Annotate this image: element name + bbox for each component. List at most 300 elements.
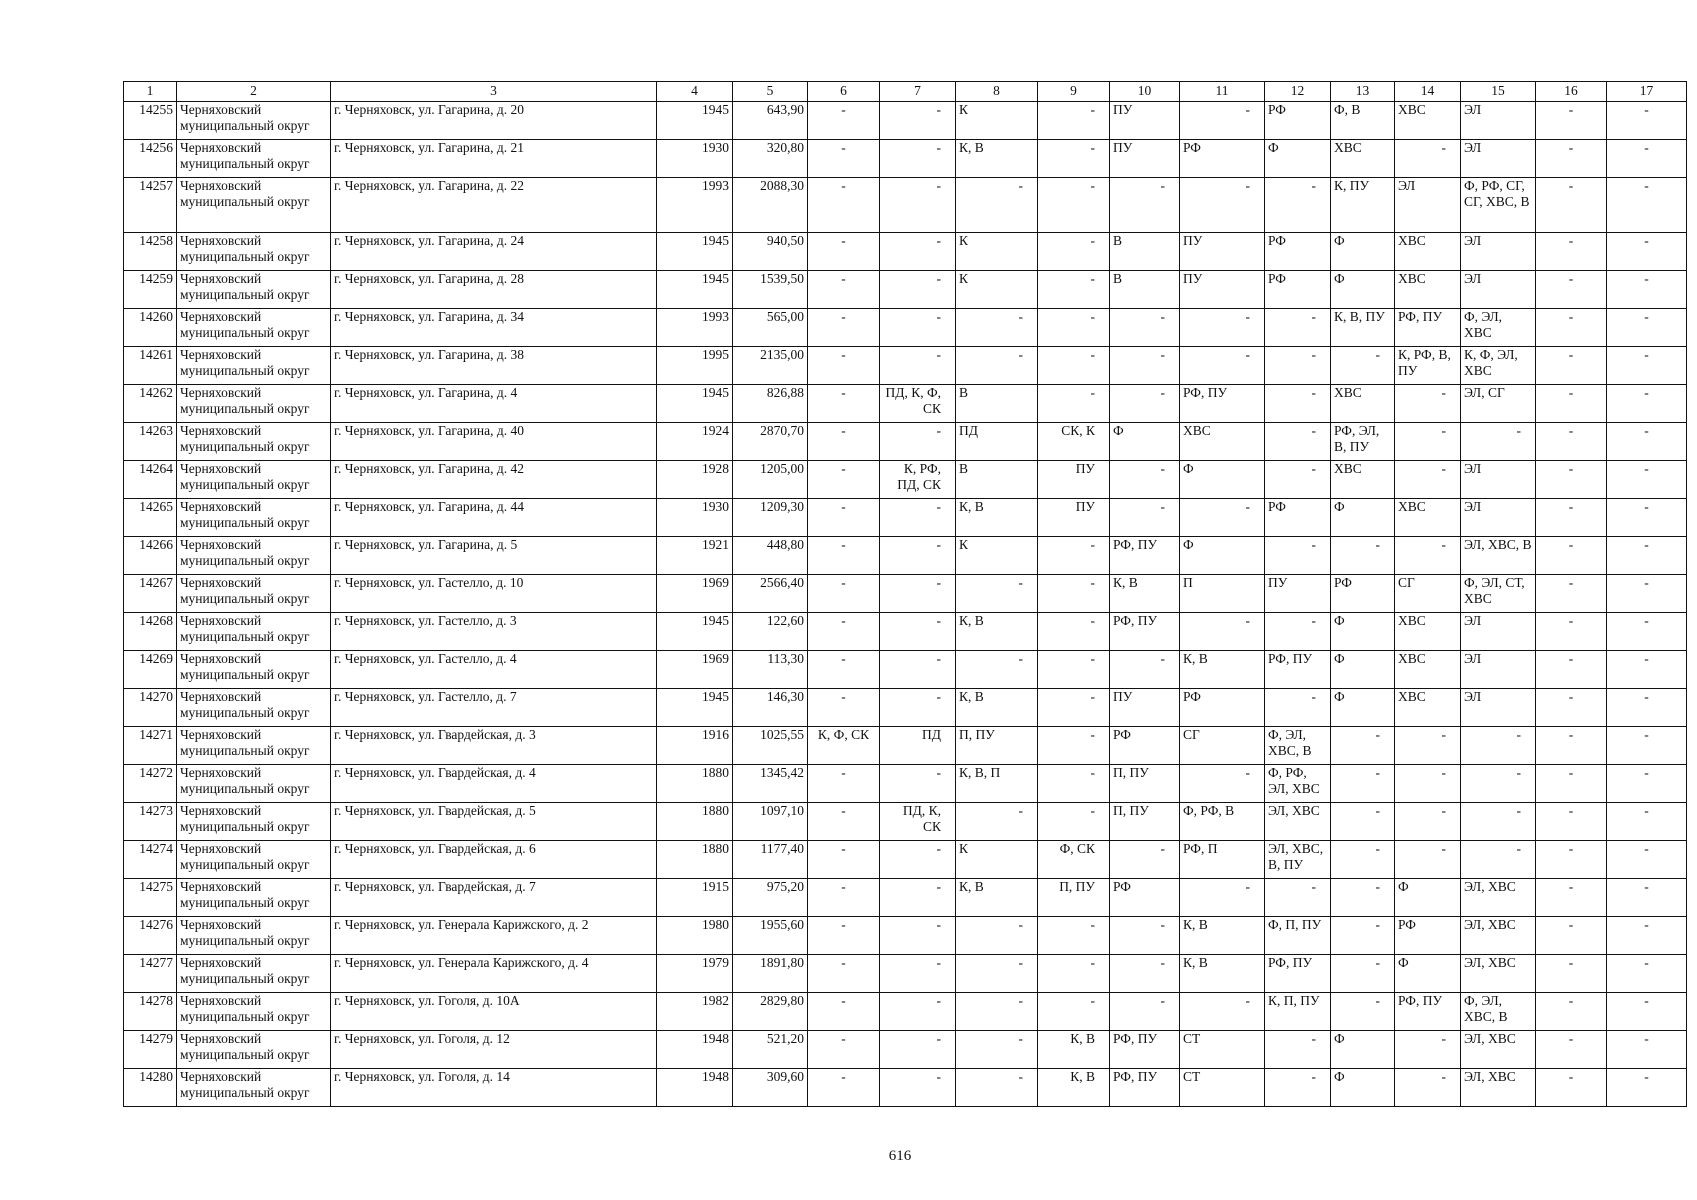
- table-cell: -: [808, 499, 880, 537]
- table-cell: Ф: [1331, 689, 1395, 727]
- table-cell: -: [808, 917, 880, 955]
- table-cell: -: [1265, 1069, 1331, 1107]
- table-cell: П, ПУ: [1110, 765, 1180, 803]
- table-cell: РФ: [1265, 271, 1331, 309]
- table-cell: 14278: [124, 993, 177, 1031]
- table-cell: -: [1331, 879, 1395, 917]
- table-cell: -: [1110, 499, 1180, 537]
- table-cell: -: [1180, 178, 1265, 233]
- table-cell: Черняховский муниципальный округ: [177, 499, 331, 537]
- table-cell: Черняховский муниципальный округ: [177, 537, 331, 575]
- table-cell: РФ: [1265, 499, 1331, 537]
- table-cell: -: [1395, 1031, 1461, 1069]
- table-cell: Ф: [1395, 955, 1461, 993]
- table-cell: -: [1265, 689, 1331, 727]
- table-cell: Ф, ЭЛ, ХВС: [1461, 309, 1536, 347]
- table-cell: 1921: [657, 537, 733, 575]
- table-cell: -: [1180, 879, 1265, 917]
- table-cell: -: [808, 178, 880, 233]
- table-cell: Ф: [1180, 537, 1265, 575]
- table-row: [124, 233, 1687, 271]
- table-cell: -: [1331, 841, 1395, 879]
- table-cell: -: [1395, 461, 1461, 499]
- table-cell: г. Черняховск, ул. Генерала Карижского, д. 4: [331, 955, 657, 993]
- table-cell: -: [956, 309, 1038, 347]
- table-cell: 14266: [124, 537, 177, 575]
- table-cell: -: [1461, 803, 1536, 841]
- table-cell: -: [1038, 955, 1110, 993]
- table-cell: ЭЛ, ХВС, В: [1461, 537, 1536, 575]
- table-cell: -: [1607, 1069, 1687, 1107]
- table-cell: Черняховский муниципальный округ: [177, 803, 331, 841]
- table-cell: П, ПУ: [1038, 879, 1110, 917]
- table-cell: ЭЛ, ХВС: [1461, 879, 1536, 917]
- table-cell: 14258: [124, 233, 177, 271]
- table-row: [124, 537, 1687, 575]
- table-cell: 2088,30: [733, 178, 808, 233]
- table-cell: -: [1038, 651, 1110, 689]
- table-cell: -: [1607, 309, 1687, 347]
- table-cell: 14261: [124, 347, 177, 385]
- table-cell: г. Черняховск, ул. Гоголя, д. 12: [331, 1031, 657, 1069]
- table-cell: -: [1607, 689, 1687, 727]
- table-cell: -: [956, 917, 1038, 955]
- table-cell: г. Черняховск, ул. Гвардейская, д. 4: [331, 765, 657, 803]
- table-cell: ЭЛ: [1461, 233, 1536, 271]
- table-cell: Ф: [1395, 879, 1461, 917]
- table-cell: -: [808, 461, 880, 499]
- table-cell: -: [956, 651, 1038, 689]
- table-cell: -: [880, 233, 956, 271]
- table-row: [124, 178, 1687, 233]
- table-cell: -: [880, 841, 956, 879]
- table-cell: К, РФ, ПД, СК: [880, 461, 956, 499]
- table-cell: -: [1536, 803, 1607, 841]
- table-cell: -: [1536, 1069, 1607, 1107]
- table-cell: -: [1536, 613, 1607, 651]
- table-cell: -: [1331, 993, 1395, 1031]
- table-cell: 643,90: [733, 102, 808, 140]
- table-row: [124, 651, 1687, 689]
- table-row: [124, 803, 1687, 841]
- table-cell: Ф, РФ, В: [1180, 803, 1265, 841]
- table-cell: К, В: [1180, 651, 1265, 689]
- table-cell: 146,30: [733, 689, 808, 727]
- table-cell: -: [1536, 271, 1607, 309]
- table-cell: -: [1038, 613, 1110, 651]
- table-cell: Ф: [1331, 613, 1395, 651]
- table-cell: К, ПУ: [1331, 178, 1395, 233]
- table-cell: -: [1536, 461, 1607, 499]
- table-cell: -: [1110, 461, 1180, 499]
- table-cell: -: [1110, 178, 1180, 233]
- table-cell: Черняховский муниципальный округ: [177, 613, 331, 651]
- table-cell: Черняховский муниципальный округ: [177, 102, 331, 140]
- table-cell: г. Черняховск, ул. Гагарина, д. 22: [331, 178, 657, 233]
- table-cell: ХВС: [1180, 423, 1265, 461]
- table-cell: К, В, ПУ: [1331, 309, 1395, 347]
- table-cell: 122,60: [733, 613, 808, 651]
- table-cell: 14255: [124, 102, 177, 140]
- table-cell: -: [808, 955, 880, 993]
- table-cell: г. Черняховск, ул. Гастелло, д. 10: [331, 575, 657, 613]
- table-cell: 565,00: [733, 309, 808, 347]
- col-header: 7: [880, 82, 956, 102]
- table-cell: -: [1395, 1069, 1461, 1107]
- table-cell: Черняховский муниципальный округ: [177, 309, 331, 347]
- table-cell: 826,88: [733, 385, 808, 423]
- table-cell: -: [1395, 423, 1461, 461]
- register-table: [123, 81, 1687, 1107]
- table-cell: -: [1265, 461, 1331, 499]
- table-cell: ХВС: [1395, 499, 1461, 537]
- table-cell: -: [1038, 140, 1110, 178]
- table-cell: К: [956, 537, 1038, 575]
- table-cell: г. Черняховск, ул. Гагарина, д. 24: [331, 233, 657, 271]
- table-row: [124, 1031, 1687, 1069]
- table-cell: 2566,40: [733, 575, 808, 613]
- table-cell: -: [1265, 385, 1331, 423]
- table-cell: -: [1536, 178, 1607, 233]
- table-cell: -: [1180, 309, 1265, 347]
- table-cell: -: [1607, 461, 1687, 499]
- table-cell: 1025,55: [733, 727, 808, 765]
- table-cell: г. Черняховск, ул. Гагарина, д. 38: [331, 347, 657, 385]
- table-cell: -: [1536, 347, 1607, 385]
- table-cell: 14269: [124, 651, 177, 689]
- table-cell: 14259: [124, 271, 177, 309]
- col-header: 9: [1038, 82, 1110, 102]
- table-cell: 14268: [124, 613, 177, 651]
- table-cell: -: [808, 689, 880, 727]
- table-cell: -: [1395, 727, 1461, 765]
- table-cell: Черняховский муниципальный округ: [177, 955, 331, 993]
- table-row: [124, 955, 1687, 993]
- table-cell: -: [1536, 1031, 1607, 1069]
- table-cell: ПД, К, СК: [880, 803, 956, 841]
- table-cell: -: [880, 993, 956, 1031]
- table-cell: -: [1607, 423, 1687, 461]
- table-cell: 14260: [124, 309, 177, 347]
- table-cell: ПУ: [1038, 461, 1110, 499]
- table-cell: РФ, ЭЛ, В, ПУ: [1331, 423, 1395, 461]
- table-cell: г. Черняховск, ул. Гагарина, д. 42: [331, 461, 657, 499]
- table-cell: -: [1607, 613, 1687, 651]
- col-header: 1: [124, 82, 177, 102]
- table-cell: -: [1038, 917, 1110, 955]
- table-cell: РФ, ПУ: [1110, 537, 1180, 575]
- table-cell: Ф: [1331, 1031, 1395, 1069]
- table-cell: г. Черняховск, ул. Гастелло, д. 3: [331, 613, 657, 651]
- table-cell: -: [880, 1031, 956, 1069]
- table-cell: К: [956, 841, 1038, 879]
- table-cell: -: [808, 993, 880, 1031]
- table-cell: Ф, ЭЛ, ХВС, В: [1265, 727, 1331, 765]
- table-cell: -: [1607, 140, 1687, 178]
- table-cell: К, В: [1180, 917, 1265, 955]
- table-cell: -: [1607, 765, 1687, 803]
- col-header: 2: [177, 82, 331, 102]
- table-cell: -: [1536, 917, 1607, 955]
- table-cell: 14275: [124, 879, 177, 917]
- table-cell: К, В: [956, 613, 1038, 651]
- table-cell: -: [1607, 499, 1687, 537]
- table-cell: Ф: [1331, 233, 1395, 271]
- table-row: [124, 879, 1687, 917]
- col-header: 5: [733, 82, 808, 102]
- table-cell: К, П, ПУ: [1265, 993, 1331, 1031]
- table-cell: -: [1607, 803, 1687, 841]
- table-cell: ЭЛ: [1461, 140, 1536, 178]
- table-cell: Ф, РФ, СГ, СГ, ХВС, В: [1461, 178, 1536, 233]
- table-cell: -: [1607, 955, 1687, 993]
- table-cell: ЭЛ: [1461, 613, 1536, 651]
- table-cell: -: [1265, 423, 1331, 461]
- table-cell: ХВС: [1331, 461, 1395, 499]
- table-cell: 1345,42: [733, 765, 808, 803]
- table-cell: К: [956, 233, 1038, 271]
- table-cell: П, ПУ: [1110, 803, 1180, 841]
- table-row: [124, 423, 1687, 461]
- table-cell: г. Черняховск, ул. Гагарина, д. 34: [331, 309, 657, 347]
- table-cell: -: [808, 803, 880, 841]
- table-cell: Черняховский муниципальный округ: [177, 879, 331, 917]
- table-cell: В: [956, 461, 1038, 499]
- col-header: 6: [808, 82, 880, 102]
- table-cell: 1982: [657, 993, 733, 1031]
- header-row: [124, 82, 1687, 102]
- table-cell: -: [808, 423, 880, 461]
- table-cell: -: [1607, 102, 1687, 140]
- table-cell: 1915: [657, 879, 733, 917]
- table-cell: -: [1536, 537, 1607, 575]
- table-cell: -: [880, 347, 956, 385]
- table-cell: г. Черняховск, ул. Гагарина, д. 40: [331, 423, 657, 461]
- table-cell: РФ, ПУ: [1265, 955, 1331, 993]
- table-row: [124, 993, 1687, 1031]
- table-cell: -: [1038, 537, 1110, 575]
- table-cell: Черняховский муниципальный округ: [177, 423, 331, 461]
- table-cell: -: [1265, 879, 1331, 917]
- table-cell: Ф, ЭЛ, СТ, ХВС: [1461, 575, 1536, 613]
- table-cell: г. Черняховск, ул. Гагарина, д. 28: [331, 271, 657, 309]
- table-cell: ЭЛ, ХВС, В, ПУ: [1265, 841, 1331, 879]
- table-cell: г. Черняховск, ул. Гастелло, д. 4: [331, 651, 657, 689]
- table-cell: -: [808, 1069, 880, 1107]
- table-cell: Черняховский муниципальный округ: [177, 575, 331, 613]
- table-row: [124, 347, 1687, 385]
- table-cell: 2135,00: [733, 347, 808, 385]
- table-cell: г. Черняховск, ул. Гвардейская, д. 6: [331, 841, 657, 879]
- table-cell: -: [1536, 385, 1607, 423]
- table-cell: РФ: [1180, 689, 1265, 727]
- table-cell: Ф, ЭЛ, ХВС, В: [1461, 993, 1536, 1031]
- table-cell: -: [808, 347, 880, 385]
- table-cell: Черняховский муниципальный округ: [177, 461, 331, 499]
- table-cell: 1891,80: [733, 955, 808, 993]
- table-cell: ЭЛ, ХВС: [1461, 1031, 1536, 1069]
- table-cell: -: [1395, 841, 1461, 879]
- table-cell: -: [1110, 841, 1180, 879]
- table-cell: -: [956, 1069, 1038, 1107]
- table-cell: -: [1607, 537, 1687, 575]
- table-cell: -: [1110, 917, 1180, 955]
- table-cell: РФ, ПУ: [1110, 613, 1180, 651]
- table-cell: 14263: [124, 423, 177, 461]
- table-cell: ПУ: [1038, 499, 1110, 537]
- table-cell: -: [1607, 841, 1687, 879]
- table-cell: -: [808, 140, 880, 178]
- table-cell: -: [1038, 689, 1110, 727]
- table-cell: Ф, РФ, ЭЛ, ХВС: [1265, 765, 1331, 803]
- table-cell: 1539,50: [733, 271, 808, 309]
- table-cell: Черняховский муниципальный округ: [177, 841, 331, 879]
- table-cell: СГ: [1180, 727, 1265, 765]
- table-row: [124, 689, 1687, 727]
- table-cell: 448,80: [733, 537, 808, 575]
- table-cell: -: [880, 917, 956, 955]
- table-cell: -: [880, 613, 956, 651]
- table-cell: -: [1180, 102, 1265, 140]
- table-header: [124, 82, 1687, 102]
- table-cell: Ф: [1331, 1069, 1395, 1107]
- table-cell: Черняховский муниципальный округ: [177, 271, 331, 309]
- table-cell: -: [1038, 993, 1110, 1031]
- table-cell: К, Ф, СК: [808, 727, 880, 765]
- table-cell: -: [808, 1031, 880, 1069]
- table-cell: -: [956, 803, 1038, 841]
- table-cell: ПУ: [1180, 271, 1265, 309]
- table-cell: -: [808, 879, 880, 917]
- table-cell: 14265: [124, 499, 177, 537]
- col-header: 10: [1110, 82, 1180, 102]
- table-cell: -: [1180, 613, 1265, 651]
- table-cell: 1948: [657, 1031, 733, 1069]
- table-cell: ЭЛ: [1461, 102, 1536, 140]
- table-cell: РФ, ПУ: [1265, 651, 1331, 689]
- table-cell: РФ: [1265, 233, 1331, 271]
- table-cell: Черняховский муниципальный округ: [177, 917, 331, 955]
- table-cell: -: [1038, 102, 1110, 140]
- table-cell: К, В: [1180, 955, 1265, 993]
- table-cell: Черняховский муниципальный округ: [177, 1069, 331, 1107]
- table-cell: -: [808, 613, 880, 651]
- table-cell: Черняховский муниципальный округ: [177, 727, 331, 765]
- table-cell: СК, К: [1038, 423, 1110, 461]
- table-cell: РФ, ПУ: [1180, 385, 1265, 423]
- table-cell: -: [808, 841, 880, 879]
- table-cell: -: [880, 178, 956, 233]
- col-header: 4: [657, 82, 733, 102]
- table-cell: -: [1607, 271, 1687, 309]
- table-cell: К, РФ, В, ПУ: [1395, 347, 1461, 385]
- table-cell: -: [808, 385, 880, 423]
- table-row: [124, 917, 1687, 955]
- table-cell: В: [956, 385, 1038, 423]
- table-cell: 14267: [124, 575, 177, 613]
- table-cell: К, В, П: [956, 765, 1038, 803]
- col-header: 3: [331, 82, 657, 102]
- table-cell: -: [880, 575, 956, 613]
- col-header: 15: [1461, 82, 1536, 102]
- table-cell: 1924: [657, 423, 733, 461]
- table-cell: 1945: [657, 271, 733, 309]
- table-cell: ХВС: [1331, 140, 1395, 178]
- table-cell: -: [880, 499, 956, 537]
- table-cell: К, В: [1110, 575, 1180, 613]
- table-cell: ЭЛ, ХВС: [1461, 917, 1536, 955]
- table-cell: г. Черняховск, ул. Гагарина, д. 44: [331, 499, 657, 537]
- table-cell: К, В: [1038, 1069, 1110, 1107]
- table-cell: -: [808, 271, 880, 309]
- table-cell: -: [1395, 537, 1461, 575]
- table-cell: -: [880, 689, 956, 727]
- table-cell: ЭЛ: [1461, 499, 1536, 537]
- table-cell: -: [1461, 765, 1536, 803]
- table-cell: Черняховский муниципальный округ: [177, 178, 331, 233]
- table-cell: -: [1536, 102, 1607, 140]
- table-cell: -: [1607, 1031, 1687, 1069]
- table-cell: -: [1461, 841, 1536, 879]
- table-cell: -: [1536, 879, 1607, 917]
- table-cell: 14257: [124, 178, 177, 233]
- table-cell: -: [880, 102, 956, 140]
- table-cell: 14272: [124, 765, 177, 803]
- table-cell: -: [1461, 727, 1536, 765]
- table-cell: -: [1265, 537, 1331, 575]
- table-cell: -: [1607, 178, 1687, 233]
- table-cell: ЭЛ, ХВС: [1461, 955, 1536, 993]
- table-cell: Черняховский муниципальный округ: [177, 385, 331, 423]
- table-cell: Черняховский муниципальный округ: [177, 140, 331, 178]
- table-cell: -: [1110, 955, 1180, 993]
- table-cell: -: [808, 651, 880, 689]
- table-cell: П, ПУ: [956, 727, 1038, 765]
- table-cell: -: [1607, 233, 1687, 271]
- table-cell: 14270: [124, 689, 177, 727]
- col-header: 11: [1180, 82, 1265, 102]
- table-cell: г. Черняховск, ул. Генерала Карижского, д. 2: [331, 917, 657, 955]
- table-cell: -: [808, 233, 880, 271]
- table-cell: 1930: [657, 499, 733, 537]
- table-cell: -: [1395, 385, 1461, 423]
- table-cell: К, В: [956, 879, 1038, 917]
- table-cell: 1945: [657, 102, 733, 140]
- table-cell: -: [1536, 575, 1607, 613]
- table-cell: -: [1038, 765, 1110, 803]
- table-cell: -: [1395, 765, 1461, 803]
- table-cell: ХВС: [1395, 233, 1461, 271]
- col-header: 8: [956, 82, 1038, 102]
- table-cell: -: [880, 765, 956, 803]
- table-cell: 975,20: [733, 879, 808, 917]
- table-cell: 521,20: [733, 1031, 808, 1069]
- table-cell: П: [1180, 575, 1265, 613]
- table-cell: -: [1395, 803, 1461, 841]
- table-cell: -: [1536, 765, 1607, 803]
- table-row: [124, 613, 1687, 651]
- table-cell: 2829,80: [733, 993, 808, 1031]
- col-header: 13: [1331, 82, 1395, 102]
- table-cell: 1205,00: [733, 461, 808, 499]
- table-cell: ХВС: [1395, 613, 1461, 651]
- table-cell: 1880: [657, 803, 733, 841]
- table-cell: 1979: [657, 955, 733, 993]
- table-cell: 1993: [657, 309, 733, 347]
- table-cell: 113,30: [733, 651, 808, 689]
- table-cell: 1945: [657, 613, 733, 651]
- table-cell: 1993: [657, 178, 733, 233]
